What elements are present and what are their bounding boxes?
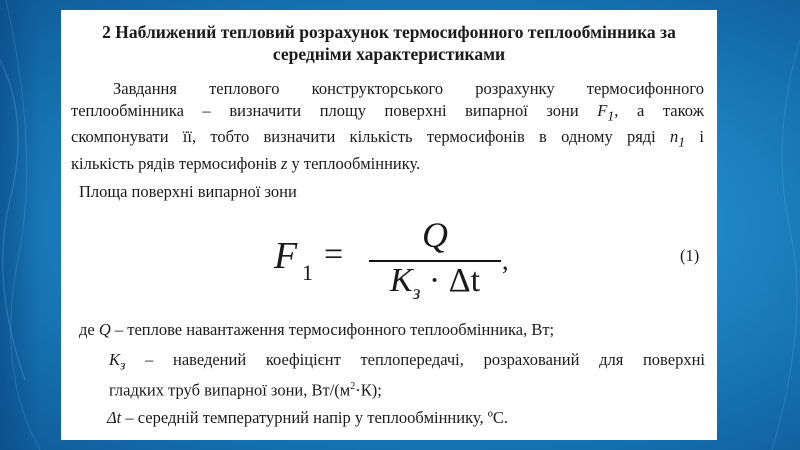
formula-lhs: F (274, 235, 298, 277)
slide-content (61, 10, 717, 440)
slide-title (61, 21, 717, 65)
paragraph-line-1: Завдання теплового конструкторського розрахунку термосифонного (113, 79, 704, 98)
title-line-1: 2 Наближений тепловий розрахунок термосифонного теплообмінника за (102, 22, 676, 42)
definition-k-line-2: гладких труб випарної зони, $Вт/(м^2\cdot К)$; (109, 380, 382, 400)
definition-delta-t: Δt – середній температурний напір у теплообміннику, ºС. (107, 408, 508, 427)
formula-equals: = (324, 236, 344, 273)
evaporation-area-formula (274, 216, 534, 304)
paragraph-line-3: скомпонувати її, тобто визначити кількість термосифонів в одному ряді $n_1$ і (71, 127, 704, 150)
paragraph-line-2: теплообмінника – визначити площу поверхні випарної зони $F_1$, а також (71, 100, 704, 123)
paragraph-line-4: кількість рядів термосифонів z у теплообміннику. (71, 154, 421, 174)
definition-k-line-1: $K_з$ – наведений коефіцієнт теплопередачі, розрахований для поверхні (109, 350, 705, 373)
equation-number: (1) (680, 246, 700, 265)
task-paragraph (71, 78, 704, 175)
formula-comma: , (502, 246, 509, 275)
title-line-2: середніми характеристиками (272, 44, 506, 64)
formula-lhs-subscript: 1 (302, 260, 313, 285)
formula-label: Площа поверхні випарної зони (79, 182, 297, 201)
definition-k (109, 349, 705, 402)
formula-denominator: $K_з \cdot \Delta t$ (389, 262, 481, 304)
definition-q: де Q – теплове навантаження термосифонного теплообмінника, Вт; (79, 320, 555, 339)
background-gradient-edge (0, 0, 40, 450)
formula-numerator: Q (422, 215, 448, 255)
